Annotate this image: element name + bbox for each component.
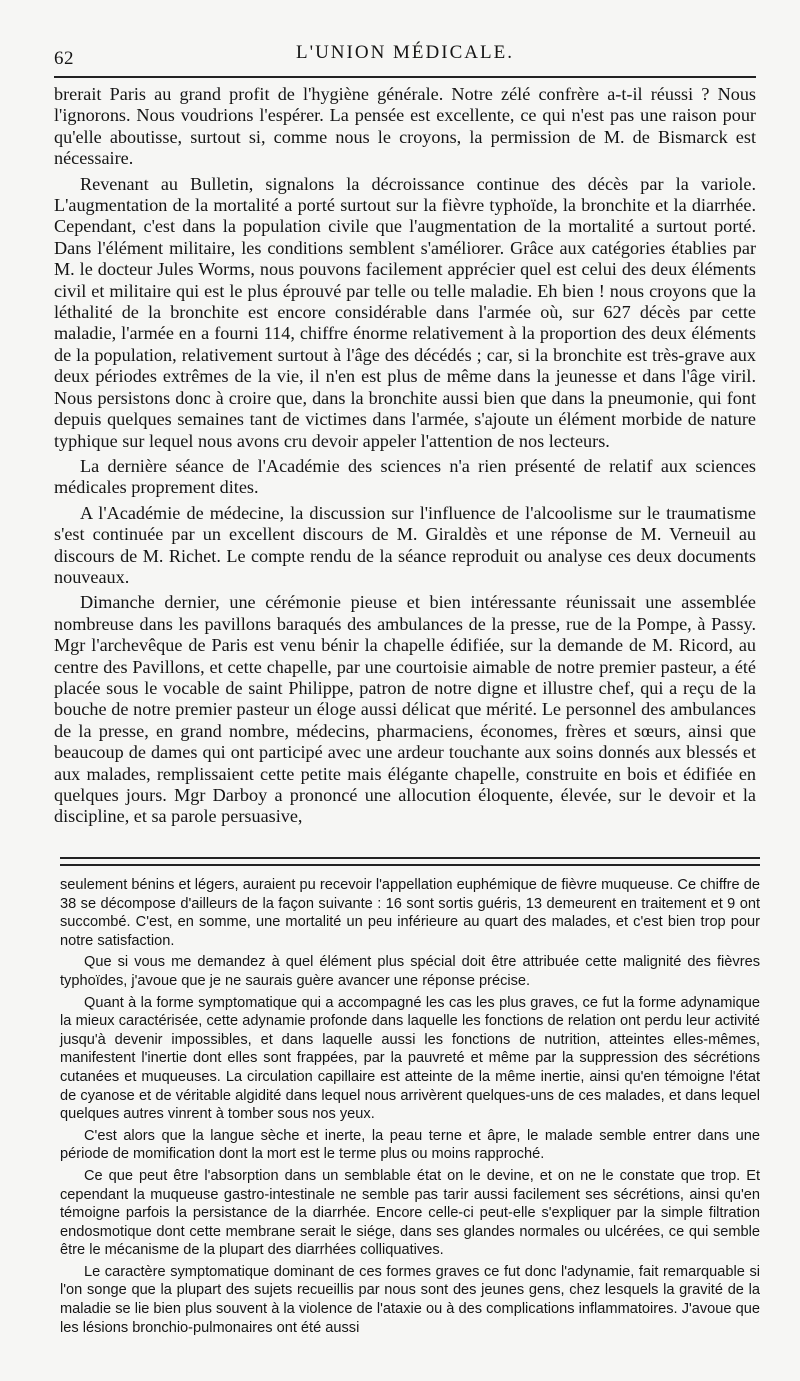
feuilleton-paragraph: seulement bénins et légers, auraient pu recevoir l'appellation euphémique de fièvre muqueuse. Ce chiffre de 38 se décompose d'ailleurs de la façon suivante : 16 sont sortis guéris, 13 demeurent en traitement et 9 ont succombé. C'est, en somme, une mortalité un peu inférieure au quart des malades, et c'est bien trop pour notre satisfaction. — [60, 877, 760, 949]
feuilleton-paragraph: C'est alors que la langue sèche et inerte, la peau terne et âpre, le malade semble entrer dans une période de momification dont la mort est le terme plus ou moins rapproché. — [60, 1127, 760, 1163]
feuilleton-paragraph: Que si vous me demandez à quel élément plus spécial doit être attribuée cette malignité des fièvres typhoïdes, j'avoue que je ne saurais guère avancer une réponse précise. — [60, 954, 760, 989]
feuilleton-paragraph: Quant à la forme symptomatique qui a accompagné les cas les plus graves, ce fut la forme adynamique la mieux caractérisée, cette adynamie profonde dans laquelle les fonctions de relation ont perdu leur activité jusqu'à devenir impossibles, et dans laquelle aussi les fonctions de nutrition, atteintes elles-mêmes, manifestent l'inertie dont elles sont frappées, par la pauvreté et même par la suppression des sécrétions cutanées et muqueuses. La circulation capillaire est atteinte de la même inertie, ainsi qu'en témoigne l'état de cyanose et de véritable algidité dans lequel nous arrivèrent quelques-uns de ces malades, et dans lequel quelques autres vinrent à tomber sous nos yeux. — [60, 994, 760, 1123]
page-header — [54, 42, 756, 72]
feuilleton-divider — [60, 857, 760, 866]
feuilleton-paragraph: Ce que peut être l'absorption dans un semblable état on le devine, et on ne le constate que trop. Et cependant la muqueuse gastro-intestinale ne semble pas tarir aussi facilement ses sécrétions, ainsi qu'en témoigne parfois la persistance de la diarrhée. Encore celle-ci peut-elle s'expliquer par la simple filtration endosmotique dont cette membrane serait le siége, dans ses glandes normales ou ulcérées, ce qui semble être le mécanisme de la plupart des diarrhées colliquatives. — [60, 1167, 760, 1259]
article-paragraph: Dimanche dernier, une cérémonie pieuse et bien intéressante réunissait une assemblée nombreuse dans les pavillons baraqués des ambulances de la presse, rue de la Pompe, à Passy. Mgr l'archevêque de Paris est venu bénir la chapelle édifiée, sur la demande de M. Ricord, au centre des Pavillons, et cette chapelle, par une courtoisie aimable de notre premier pasteur, a été placée sous le vocable de saint Philippe, patron de notre digne et illustre chef, qui a reçu de la bouche de notre premier pasteur un éloge aussi délicat que mérité. Le personnel des ambulances de la presse, en grand nombre, médecins, pharmaciens, économes, frères et sœurs, ainsi que beaucoup de dames qui ont participé avec une ardeur touchante aux soins donnés aux blessés et aux malades, remplissaient cette petite mais élégante chapelle, construite en bois et édifiée en quelques jours. Mgr Darboy a prononcé une allocution éloquente, élevée, sur le devoir et la discipline, et sa parole persuasive, — [54, 592, 756, 827]
article-paragraph: brerait Paris au grand profit de l'hygiène générale. Notre zélé confrère a-t-il réussi ? Nous l'ignorons. Nous voudrions l'espérer. La pensée est excellente, ce qui n'est pas une raison pour qu'elle aboutisse, surtout si, comme nous le croyons, la permission de M. de Bismarck est nécessaire. — [54, 84, 756, 169]
feuilleton-section — [60, 876, 760, 1337]
article-paragraph: La dernière séance de l'Académie des sciences n'a rien présenté de relatif aux sciences médicales proprement dites. — [54, 455, 756, 498]
header-rule — [54, 76, 756, 78]
article-paragraph: A l'Académie de médecine, la discussion sur l'influence de l'alcoolisme sur le traumatisme s'est continuée par un excellent discours de M. Giraldès et une réponse de M. Verneuil au discours de M. Richet. Le compte rendu de la séance reproduit ou analyse ces deux documents nouveaux. — [54, 502, 756, 587]
article-paragraph: Revenant au Bulletin, signalons la décroissance continue des décès par la variole. L'augmentation de la mortalité a porté surtout sur la fièvre typhoïde, la bronchite et la diarrhée. Cependant, c'est dans la population civile que l'augmentation de la mortalité a surtout porté. Dans l'élément militaire, les conditions semblent s'améliorer. Grâce aux catégories établies par M. le docteur Jules Worms, nous pouvons facilement apprécier quel est celui des deux éléments civil et militaire qui est le plus éprouvé par telle ou telle maladie. Eh bien ! nous croyons que la léthalité de la bronchite est encore considérable dans l'armée où, sur 627 décès par cette maladie, l'armée en a fourni 114, chiffre énorme relativement à la proportion des deux éléments de la population, relativement surtout à l'âge des décédés ; car, si la bronchite est très-grave aux deux périodes extrêmes de la vie, il n'en est plus de même dans la jeunesse et dans l'âge viril. Nous persistons donc à croire que, dans la bronchite aussi bien que dans la pneumonie, qui font depuis quelques semaines tant de victimes dans l'armée, s'ajoute un élément morbide de nature typhique sur lequel nous avons cru devoir appeler l'attention de nos lecteurs. — [54, 173, 756, 451]
page-number: 62 — [54, 48, 74, 69]
feuilleton-paragraph: Le caractère symptomatique dominant de ces formes graves ce fut donc l'adynamie, fait remarquable si l'on songe que la plupart des sujets recueillis par nous sont des jeunes gens, chez lesquels la gravité de la maladie se lie bien plus souvent à la violence de l'ataxie ou à des complications inflammatoires. J'avoue que les lésions bronchio-pulmonaires ont été aussi — [60, 1263, 760, 1336]
main-article — [54, 84, 756, 828]
running-title: L'UNION MÉDICALE. — [296, 42, 514, 63]
